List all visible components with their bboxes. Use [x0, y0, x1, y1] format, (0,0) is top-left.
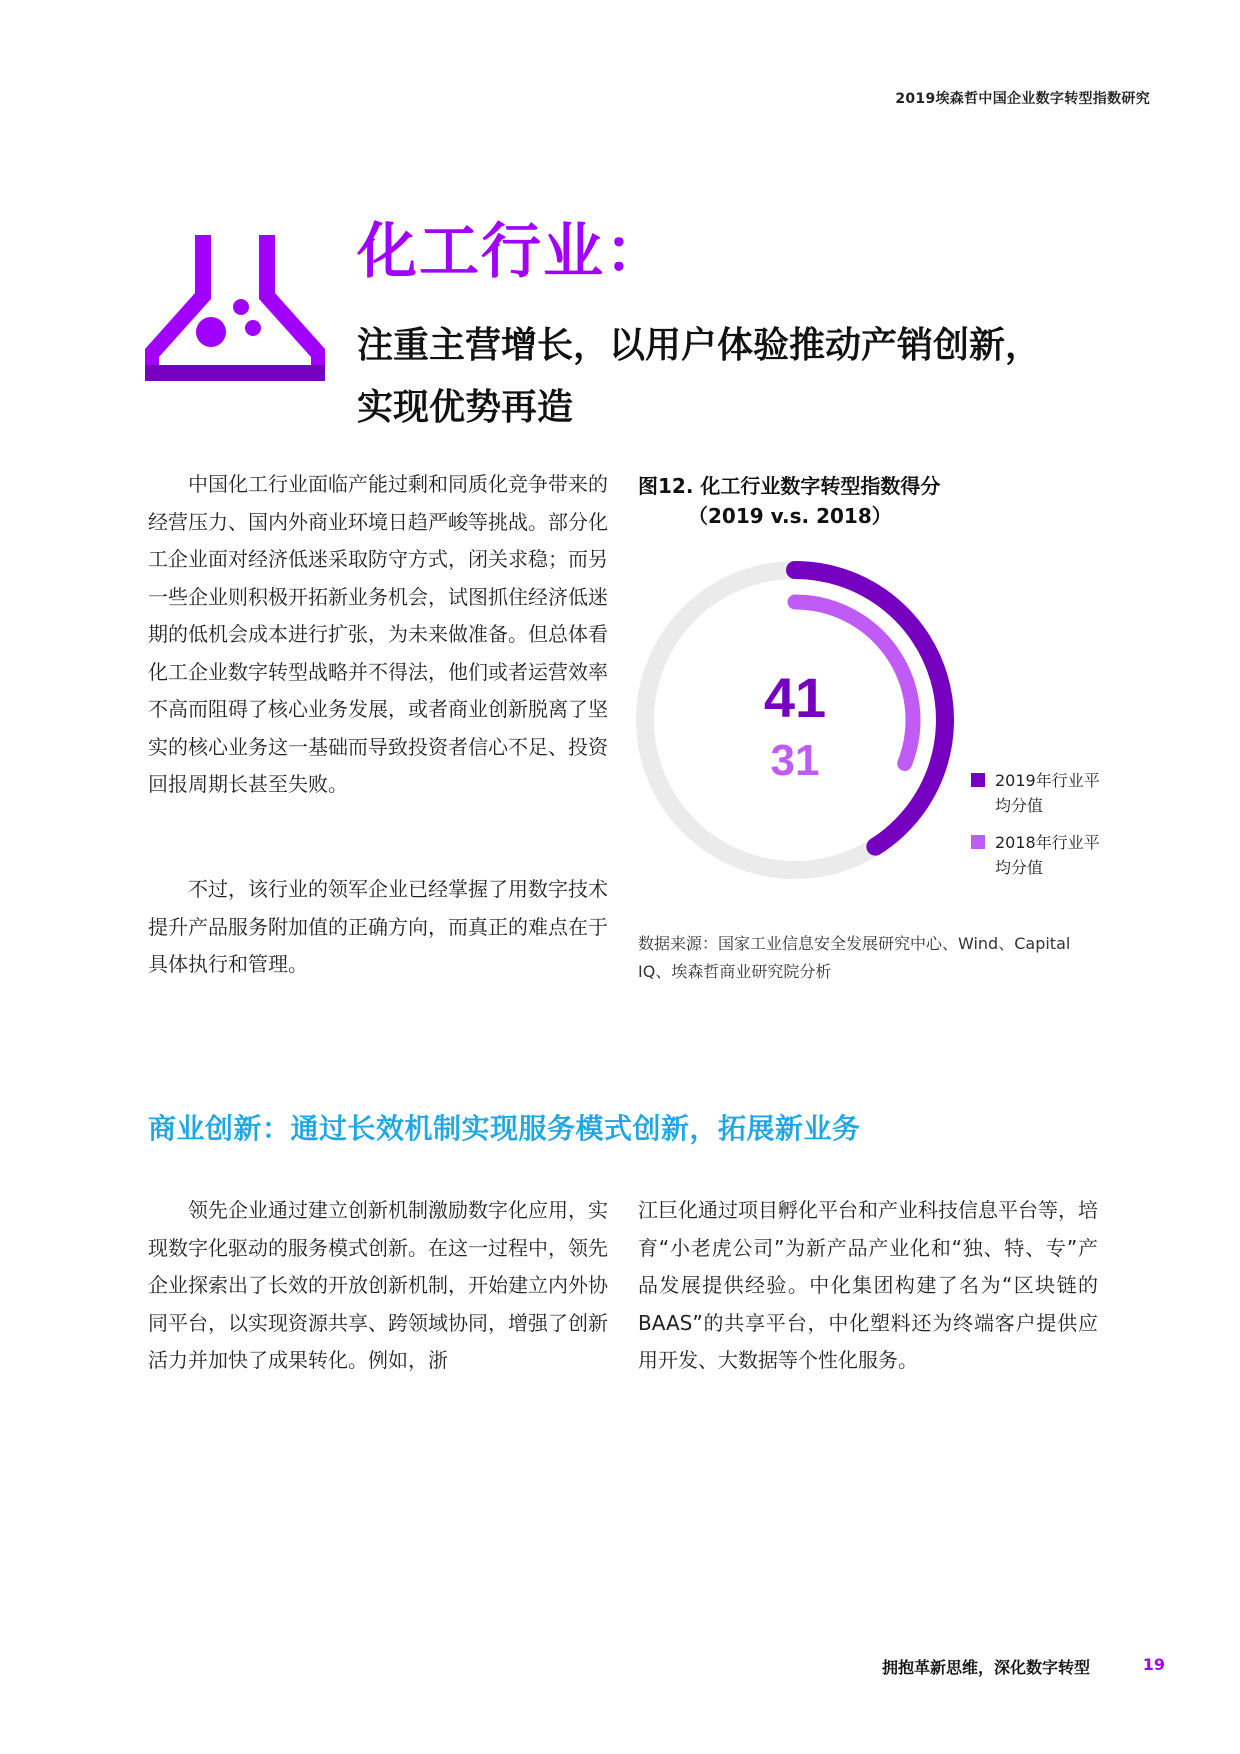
page-number: 19 [1142, 1655, 1165, 1674]
body-paragraph-1: 中国化工行业面临产能过剩和同质化竞争带来的经营压力、国内外商业环境日趋严峻等挑战。部分化工企业面对经济低迷采取防守方式，闭关求稳；而另一些企业则积极开拓新业务机会，试图抓住经济低迷期的低机会成本进行扩张，为未来做准备。但总体看化工企业数字转型战略并不得法，他们或者运营效率不高而阻碍了核心业务发展，或者商业创新脱离了坚实的核心业务这一基础而导致投资者信心不足、投资回报周期长甚至失败。 [148, 472, 608, 796]
value-label-2019: 41 [763, 666, 827, 729]
report-header-title: 2019埃森哲中国企业数字转型指数研究 [895, 91, 1150, 107]
figure-source: 数据来源：国家工业信息安全发展研究中心、Wind、Capital IQ、埃森哲商业研究院分析 [638, 934, 1071, 981]
section-subtitle [357, 315, 1117, 439]
figure-subtitle: （2019 v.s. 2018） [688, 504, 892, 528]
legend-label-2018: 2018年行业平均分值 [995, 833, 1100, 877]
legend-swatch-2018 [971, 835, 985, 849]
subtitle-line-1: 注重主营增长，以用户体验推动产销创新， [357, 325, 1042, 366]
footer-tagline: 拥抱革新思维，深化数字转型 [881, 1658, 1090, 1677]
body-paragraph-right: 江巨化通过项目孵化平台和产业科技信息平台等，培育“小老虎公司”为新产品产业化和“独、特、专”产品发展提供经验。中化集团构建了名为“区块链的BAAS”的共享平台，中化塑料还为终端客户提供应用开发、大数据等个性化服务。 [638, 1198, 1098, 1372]
body-paragraph-left: 领先企业通过建立创新机制激励数字化应用，实现数字化驱动的服务模式创新。在这一过程中，领先企业探索出了长效的开放创新机制，开始建立内外协同平台，以实现资源共享、跨领域协同，增强了创新活力并加快了成果转化。例如，浙 [148, 1198, 608, 1372]
value-label-2018: 31 [770, 736, 820, 785]
flask-icon [145, 235, 325, 410]
figure-title: 图12. 化工行业数字转型指数得分 [638, 474, 941, 498]
section-title: 化工行业： [357, 217, 667, 287]
legend-label-2019: 2019年行业平均分值 [995, 771, 1100, 815]
subsection-heading: 商业创新：通过长效机制实现服务模式创新，拓展新业务 [148, 1112, 861, 1145]
donut-chart [630, 555, 960, 885]
legend-swatch-2019 [971, 773, 985, 787]
subtitle-line-2: 实现优势再造 [357, 387, 574, 428]
body-paragraph-2: 不过，该行业的领军企业已经掌握了用数字技术提升产品服务附加值的正确方向，而真正的难点在于具体执行和管理。 [148, 877, 608, 976]
